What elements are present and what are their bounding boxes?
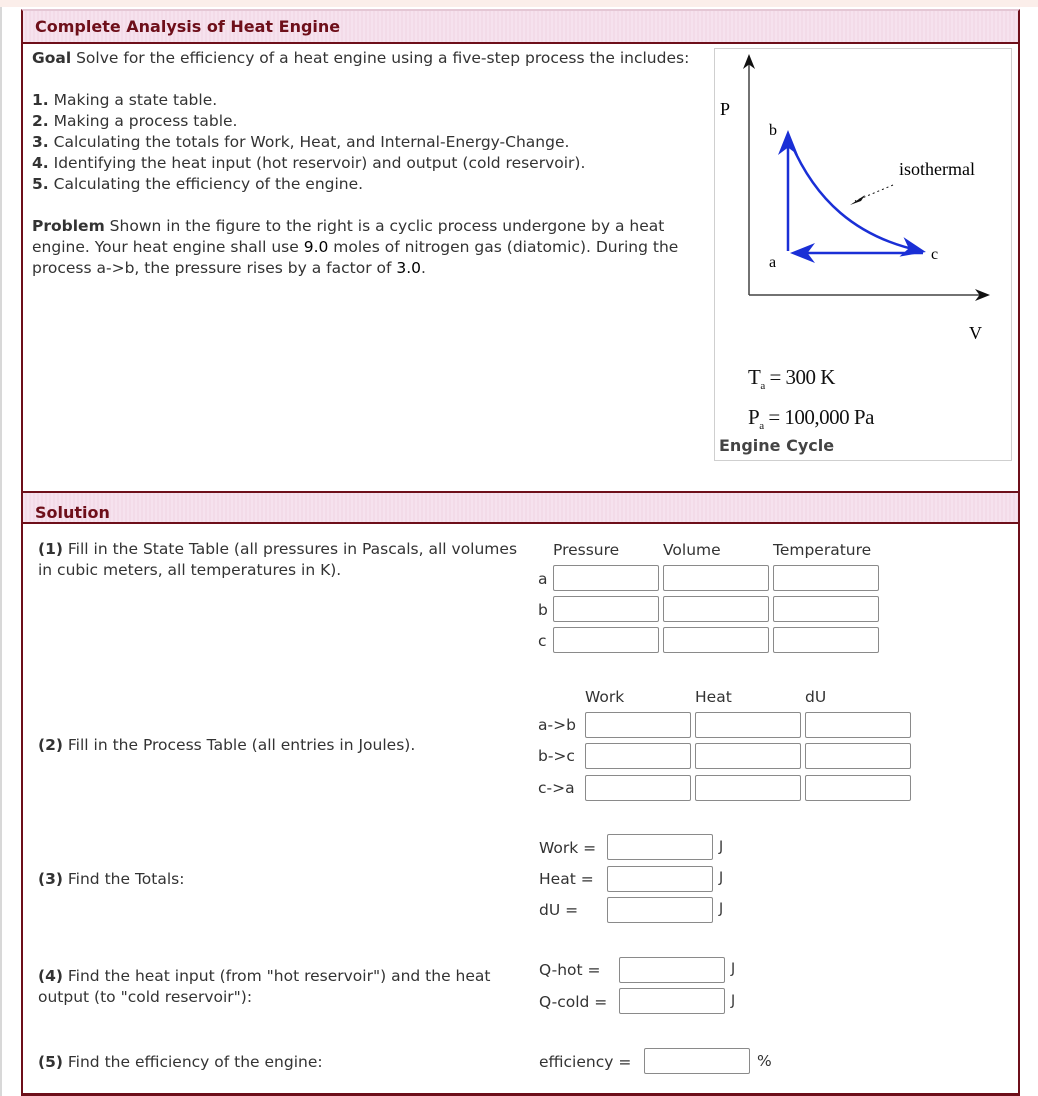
process-col-du: dU: [805, 688, 827, 706]
state-b-temperature-input[interactable]: [773, 596, 879, 622]
process-row-label: b->c: [538, 747, 575, 765]
point-a-label: a: [769, 254, 777, 271]
goal-step: 4. Identifying the heat input (hot reservoir) and output (cold reservoir).: [32, 154, 586, 172]
state-b-pressure-input[interactable]: [553, 596, 659, 622]
total-work-input[interactable]: [607, 834, 713, 860]
goal-step: 2. Making a process table.: [32, 112, 238, 130]
state-a-volume-input[interactable]: [663, 565, 769, 591]
step1-text: (1) Fill in the State Table (all pressures in Pascals, all volumes in cubic meters, all temperatures in K).: [38, 540, 518, 579]
state-a-pressure-input[interactable]: [553, 565, 659, 591]
efficiency-input[interactable]: [644, 1048, 750, 1074]
process-bc-heat-input[interactable]: [695, 743, 801, 769]
state-c-volume-input[interactable]: [663, 627, 769, 653]
p-axis-label: P: [720, 99, 731, 119]
total-du-unit: J: [719, 901, 724, 917]
problem-text: Problem Shown in the figure to the right is a cyclic process undergone by a heat engine. Your heat engine shall use 9.0 moles of nitrogen gas (diatomic). During the process a->b, the pressure rises by a factor of 3.0.: [32, 217, 679, 277]
process-ca-heat-input[interactable]: [695, 775, 801, 801]
point-b-label: b: [769, 122, 777, 139]
state-col-temperature: Temperature: [773, 541, 872, 559]
state-row-label: b: [538, 601, 548, 619]
q-hot-input[interactable]: [619, 957, 725, 983]
step3-text: (3) Find the Totals:: [38, 870, 185, 888]
pv-diagram: [715, 49, 1011, 349]
figure-caption: Engine Cycle: [719, 436, 835, 455]
goal-label: Goal: [32, 49, 72, 67]
engine-cycle-figure: [714, 48, 1012, 461]
process-ca-work-input[interactable]: [585, 775, 691, 801]
isothermal-label: isothermal: [899, 159, 975, 179]
state-c-pressure-input[interactable]: [553, 627, 659, 653]
solution-panel-header: [23, 493, 1018, 524]
pa-value: $P_a = 100,000$ Pa: [748, 405, 874, 433]
goal-step: 5. Calculating the efficiency of the engine.: [32, 175, 364, 193]
total-heat-unit: J: [719, 870, 724, 886]
step5-text: (5) Find the efficiency of the engine:: [38, 1053, 323, 1071]
problem-panel-header: [23, 11, 1018, 44]
process-ab-heat-input[interactable]: [695, 712, 801, 738]
process-col-heat: Heat: [695, 688, 732, 706]
total-heat-label: Heat =: [539, 870, 594, 888]
total-du-input[interactable]: [607, 897, 713, 923]
q-cold-input[interactable]: [619, 988, 725, 1014]
total-du-label: dU =: [539, 901, 579, 919]
process-col-work: Work: [585, 688, 625, 706]
efficiency-unit: %: [757, 1052, 772, 1070]
goal-steps: [32, 90, 712, 195]
arrow-icon: [850, 195, 865, 205]
efficiency-label: efficiency =: [539, 1053, 632, 1071]
moles-value: 9.0: [303, 238, 329, 256]
state-col-volume: Volume: [663, 541, 721, 559]
goal-step: 1. Making a state table.: [32, 91, 218, 109]
total-work-unit: J: [719, 839, 724, 855]
state-col-pressure: Pressure: [553, 541, 620, 559]
point-c-label: c: [931, 246, 939, 263]
process-ab-work-input[interactable]: [585, 712, 691, 738]
problem-label: Problem: [32, 217, 105, 235]
process-bc-du-input[interactable]: [805, 743, 911, 769]
goal-description: Solve for the efficiency of a heat engine using a five-step process the includes:: [76, 49, 690, 67]
top-strip: [0, 0, 1038, 7]
q-hot-unit: J: [731, 961, 736, 977]
v-axis-label: V: [969, 323, 982, 343]
total-work-label: Work =: [539, 839, 597, 857]
state-row-label: a: [538, 570, 548, 588]
step2-text: (2) Fill in the Process Table (all entries in Joules).: [38, 736, 416, 754]
state-c-temperature-input[interactable]: [773, 627, 879, 653]
process-bc-work-input[interactable]: [585, 743, 691, 769]
ta-value: $T_a = 300$ K: [748, 365, 835, 393]
q-cold-label: Q-cold =: [539, 993, 608, 1011]
solution-title: Solution: [35, 503, 110, 522]
process-row-label: c->a: [538, 779, 575, 797]
page-title: Complete Analysis of Heat Engine: [35, 17, 341, 36]
pressure-factor-value: 3.0: [396, 259, 422, 277]
goal-step: 3. Calculating the totals for Work, Heat, and Internal-Energy-Change.: [32, 133, 570, 151]
q-cold-unit: J: [731, 993, 736, 1009]
step4-text: (4) Find the heat input (from "hot reservoir") and the heat output (to "cold reservoir"):: [38, 967, 491, 1006]
goal-text: [32, 48, 702, 69]
process-ca-du-input[interactable]: [805, 775, 911, 801]
state-b-volume-input[interactable]: [663, 596, 769, 622]
q-hot-label: Q-hot =: [539, 961, 601, 979]
process-ab-du-input[interactable]: [805, 712, 911, 738]
state-row-label: c: [538, 632, 547, 650]
state-a-temperature-input[interactable]: [773, 565, 879, 591]
total-heat-input[interactable]: [607, 866, 713, 892]
process-row-label: a->b: [538, 716, 576, 734]
left-rule: [0, 7, 2, 1096]
